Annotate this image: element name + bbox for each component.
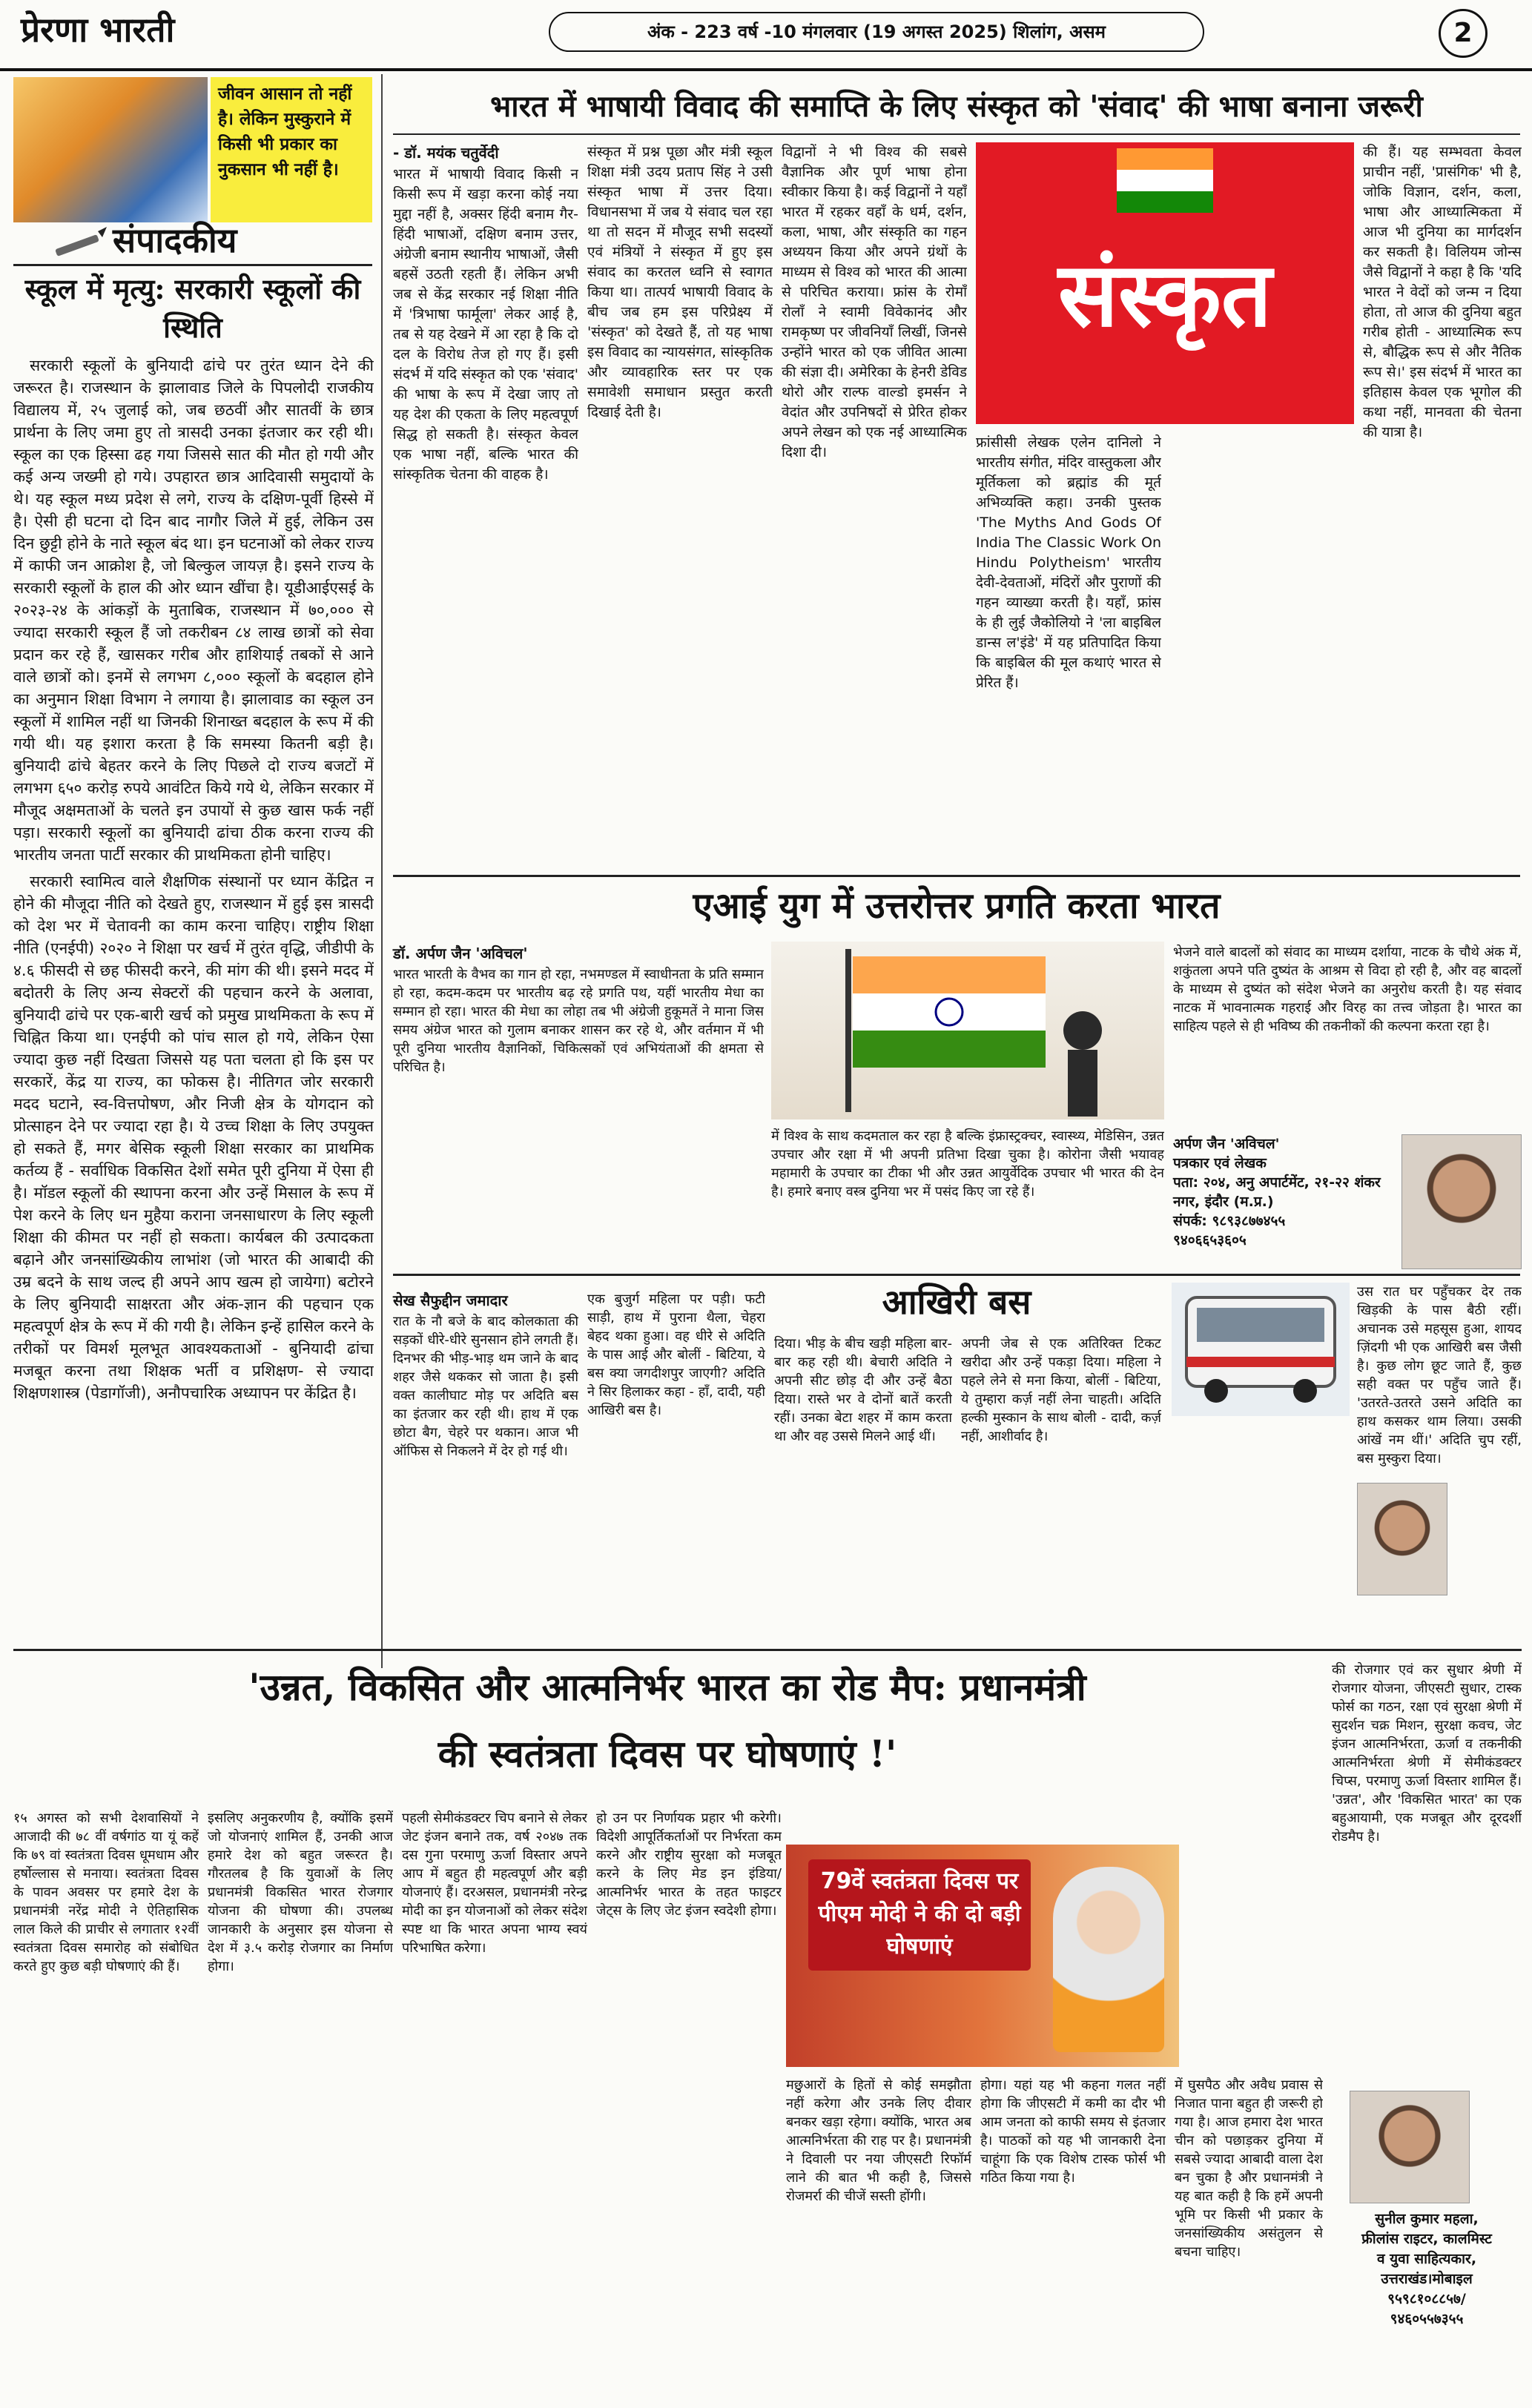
- editorial-banner: संपादकीय: [113, 220, 237, 260]
- sanskrit-col-5: की हैं। यह सम्भवता केवल प्राचीन नहीं, 'प्रासंगिक' भी है, जोकि विज्ञान, दर्शन, कला, भाषा और आध्यात्मिकता में आज भी दुनिया का मार्गदर्शन कर सकती है। विलियम जोन्स जैसे विद्वानों ने कहा है कि 'यदि भारत ने वेदों को जन्म न दिया होता, तो आज की दुनिया बहुत गरीब होती - आध्यात्मिक रूप से, बौद्धिक रूप से और नैतिक रूप से।' इस संदर्भ में भारत का इतिहास केवल एक भूगोल की कथा नहीं, मानवता की चेतना की यात्रा है।: [1363, 144, 1522, 440]
- bus-headline: आखिरी बस: [882, 1282, 1031, 1322]
- independence-col-6: होगा। यहां यह भी कहना गलत नहीं होगा कि जीएसटी में कमी का दौर भी आम जनता को काफी समय से इंतजार है। पाठकों को यह भी जानकारी देना चाहूंगा कि एक विशेष टास्क फोर्स भी गठित किया गया है।: [980, 2077, 1166, 2186]
- sanskrit-byline: - डॉ. मयंक चतुर्वेदी: [393, 144, 499, 162]
- ai-col-1: भारत भारती के वैभव का गान हो रहा, नभमण्डल में स्वाधीनता के प्रति सम्मान हो रहा, कदम-कदम पर भारतीय बढ़ रहे प्रगति पथ, यहीं भारतीय मेधा का सम्मान हो रहा। भारत की मेधा का लोहा तब भी अंग्रेजी हुकूमतें ने माना जिस समय अंग्रेज भारत को गुलाम बनाकर शासन कर रहे थे, और वर्तमान में भी पूरी दुनिया भारतीय वैज्ञानिकों, चिकित्सकों एवं अभियंताओं की क्षमता से परिचित है।: [393, 967, 764, 1075]
- bus-image: [1172, 1283, 1350, 1416]
- pm-figure: [1053, 1867, 1164, 2052]
- bus-side-text: उस रात घर पहुँचकर देर तक खिड़की के पास बैठी रहीं। अचानक उसे महसूस हुआ, शायद ज़िंदगी भी एक आखिरी बस जैसी है। कुछ लोग छूट जाते हैं, कुछ सही वक्त पर पहुँच जाते हैं। 'उतरते-उतरते उसने अदिति का हाथ कसकर थाम लिया। उसकी आंखें नम थीं।' अदिति चुप रहीं, बस मुस्कुरा दिया।: [1357, 1284, 1522, 1466]
- author-role-2: व युवा साहित्यकार,: [1376, 2251, 1477, 2267]
- page-number: 2: [1439, 9, 1488, 58]
- author-address: पता: २०४, अनु अपार्टमेंट, २१-२२ शंकर नगर, इंदौर (म.प्र.): [1173, 1174, 1381, 1210]
- editorial-body: [13, 354, 374, 1637]
- bus-icon: [1172, 1283, 1350, 1416]
- flag-illustration-icon: [771, 942, 1164, 1119]
- bus-col-2: एक बुजुर्ग महिला पर पड़ी। फटी साड़ी, हाथ में पुराना थैला, चेहरा बेहद थका हुआ। वह धीरे से अदिति के पास आई और बोलीं - बिटिया, ये बस क्या जगदीशपुर जाएगी? अदिति ने सिर हिलाकर कहा - हाँ, दादी, यही आखिरी बस है।: [587, 1291, 765, 1418]
- author-name: अर्पण जैन 'अविचल': [1173, 1136, 1280, 1152]
- sanskrit-col-3: विद्वानों ने भी विश्व की सबसे वैज्ञानिक और पूर्ण भाषा होना स्वीकार किया है। कई विद्वानों ने यहाँ भारत में रहकर वहाँ के धर्म, दर्शन, कला, भाषा, और संस्कृति का गहन अध्ययन किया और अपने ग्रंथों के माध्यम से विश्व को भारत की आत्मा से परिचित कराया। फ्रांस के रोमाँ रोलाँ ने स्वामी विवेकानंद और रामकृष्ण पर जीवनियाँ लिखीं, जिनसे उन्होंने भारत को एक जीवित आत्मा की संज्ञा दी। अमेरिका के हेनरी डेविड थोरो और राल्फ वाल्डो इमर्सन ने वेदांत और उपनिषदों से प्रेरित होकर अपने लेखन को एक नई आध्यात्मिक दिशा दी।: [782, 144, 967, 460]
- independence-col-2: इसलिए अनुकरणीय है, क्योंकि इसमें जो योजनाएं शामिल हैं, उनकी आज हमारे देश को बहुत जरूरत है। गौरतलब है कि युवाओं के लिए प्रधानमंत्री विकसित भारत रोजगार योजना की घोषणा की। उपलब्ध जानकारी के अनुसार इस योजना से देश में ३.५ करोड़ रोजगार का निर्माण होगा।: [208, 1810, 393, 1974]
- sanskrit-col-4: फ्रांसीसी लेखक एलेन दानिलो ने भारतीय संगीत, मंदिर वास्तुकला और मूर्तिकला को ब्रह्मांड की मूर्त अभिव्यक्ति कहा। उनकी पुस्तक 'The Myths And Gods Of India The Classic Work On Hindu Polytheism' भारतीय देवी-देवताओं, मंदिरों और पुराणों की गहन व्याख्या करती है। यहाँ, फ्रांस के ही लुई जैकोलियो ने 'ला बाइबिल डान्स ल'इंडे' में यह प्रतिपादित किया कि बाइबिल की मूल कथाएं भारत से प्रेरित हैं।: [976, 434, 1161, 691]
- quote-box: जीवन आसान तो नहीं है। लेकिन मुस्कुराने में किसी भी प्रकार का नुकसान भी नहीं है।: [211, 77, 372, 222]
- independence-headline-1: 'उन्नत, विकसित और आत्मनिर्भर भारत का रोड मैप: प्रधानमंत्री: [248, 1665, 1086, 1709]
- sanskrit-col-5a: [1169, 433, 1354, 869]
- author-photo-sunil: [1350, 2091, 1470, 2203]
- pm-image: [786, 1845, 1179, 2067]
- independence-col-4: हो उन पर निर्णायक प्रहार भी करेगी। विदेशी आपूर्तिकर्ताओं पर निर्भरता कम करने और राष्ट्रीय सुरक्षा को मजबूत करने के लिए मेड इन इंडिया/आत्मनिर्भर भारत के तहत फाइटर जेट्स के लिए जेट इंजन स्वदेशी होगा।: [596, 1810, 782, 1919]
- ai-col-3: भेजने वाले बादलों को संवाद का माध्यम दर्शाया, नाटक के चौथे अंक में, शकुंतला अपने पति दुष्यंत के आश्रम से विदा हो रही है, और वह बादलों के माध्यम से दुष्यंत को संदेश भेजने का अनुरोध करती है। यह संवाद नाटक में भावनात्मक गहराई और विरह का तत्त्व जोड़ता है। भारत का साहित्य पहले से ही भविष्य की तकनीकों की कल्पना करता रहा है।: [1173, 945, 1522, 1034]
- sanskrit-col-2: संस्कृत में प्रश्न पूछा और मंत्री स्कूल शिक्षा मंत्री उदय प्रताप सिंह ने उसी संस्कृत भाषा में उत्तर दिया। विधानसभा में जब ये संवाद चल रहा था तो सदन में मौजूद सभी सदस्यों एवं मंत्रियों ने संस्कृत में हुए इस संवाद का करतल ध्वनि से स्वागत किया था। तात्पर्य भाषायी विवाद के बीच जब हम इस परिप्रेक्ष्य में 'संस्कृत' को देखते हैं, तो यह भाषा इस विवाद का न्यायसंगत, सांस्कृतिक और व्यावहारिक स्तर पर एक समावेशी समाधान प्रस्तुत करती दिखाई देती है।: [587, 144, 773, 420]
- ai-headline: एआई युग में उत्तरोत्तर प्रगति करता भारत: [693, 885, 1221, 927]
- author-place: उत्तराखंड।मोबाइल: [1381, 2271, 1473, 2287]
- sanskrit-image-word: संस्कृत: [1057, 242, 1272, 347]
- bus-col-3: दिया। भीड़ के बीच खड़ी महिला बार-बार कह रही थी। बेचारी अदिति ने अपनी सीट छोड़ दी और उन्हें बैठा दिया। रास्ते भर वे दोनों बातें करती रहीं। उनका बेटा शहर में काम करता था और वह उससे मिलने आई थीं।: [774, 1336, 952, 1444]
- pm-image-caption: 79वें स्वतंत्रता दिवस पर पीएम मोदी ने की दो बड़ी घोषणाएं: [808, 1859, 1031, 1971]
- independence-col-3: पहली सेमीकंडक्टर चिप बनाने से लेकर जेट इंजन बनाने तक, वर्ष २०४७ तक दस गुना परमाणु ऊर्जा विस्तार अपने आप में बहुत ही महत्वपूर्ण और बड़ी योजनाएं हैं। दरअसल, प्रधानमंत्री नरेन्द्र मोदी का इन योजनाओं को लेकर संदेश स्पष्ट था कि भारत अपना भाग्य स्वयं परिभाषित करेगा।: [402, 1810, 587, 1956]
- sanskrit-image: [976, 142, 1354, 424]
- editorial-paragraph: सरकारी स्कूलों के बुनियादी ढांचे पर तुरंत ध्यान देने की जरूरत है। राजस्थान के झालावाड जिले के पिपलोदी राजकीय विद्यालय में, २५ जुलाई को, जब छठवीं और सातवीं के छात्र प्रार्थना के लिए जमा हुए तो त्रासदी उनका इंतजार कर रही थी। स्कूल का एक हिस्सा ढह गया जिससे सात की मौत हो गयी और कई अन्य जख्मी हो गये। उपहारत छात्र आदिवासी समुदायों के थे। यह स्कूल मध्य प्रदेश से लगे, राज्य के दक्षिण-पूर्वी हिस्से में है। ऐसी ही घटना दो दिन बाद नागौर जिले में हुई, लेकिन उस दिन छुट्टी होने के नाते स्कूल बंद था। इन घटनाओं को लेकर राज्य में काफी जन आक्रोश है, जो बिल्कुल जायज़ है। इसने राज्य के सरकारी स्कूलों के हाल की ओर ध्यान खींचा है। यूडीआईएसई के २०२३-२४ के आंकड़ों के मुताबिक, राजस्थान में ७०,००० से ज्यादा सरकारी स्कूल हैं जो तकरीबन ८४ लाख छात्रों को सेवा प्रदान कर रहे हैं, खासकर गरीब और हाशियाई तबकों से आने वाले छात्रों को। इनमें से लगभग ८,००० स्कूलों के बदहाल होने का अनुमान शिक्षा विभाग ने लगाया है। झालावाड का स्कूल उन स्कूलों में शामिल नहीं था जिनकी शिनाख्त बदहाल के रूप में की गयी थी। यह इशारा करता है कि समस्या कितनी बड़ी है। बुनियादी ढांचे बेहतर करने के लिए पिछले दो राज्य बजटों में लगभग ६५० करोड़ रुपये आवंटित किये गये थे, लेकिन सरकार में मौजूद अक्षमताओं के चलते इन उपायों से कुछ खास फर्क नहीं पड़ा। सरकारी स्कूलों का बुनियादी ढांचा ठीक करना राज्य की भारतीय जनता पार्टी सरकार की प्राथमिकता होनी चाहिए।: [13, 357, 374, 864]
- author-phone: ९५९८१०८८५७/: [1387, 2291, 1466, 2307]
- issue-line: अंक - 223 वर्ष -10 मंगलवार (19 अगस्त 2025) शिलांग, असम: [549, 12, 1204, 52]
- ai-col-2: में विश्व के साथ कदमताल कर रहा है बल्कि इंफ्रास्ट्रक्चर, स्वास्थ्य, मेडिसिन, उन्नत उपचार और रक्षा में भी अपनी प्रतिभा दिखा चुका है। कोरोना जैसी भयावह महामारी के उपचार का टीका भी और उन्नत आयुर्वेदिक उपचार भी भारत की देन है। हमारे बनाए वस्त्र दुनिया भर में पसंद किए जा रहे हैं।: [771, 1128, 1164, 1200]
- author-photo-arpan: [1401, 1134, 1522, 1269]
- author-name: सुनील कुमार महला,: [1375, 2211, 1479, 2227]
- independence-author-caption: [1332, 2209, 1522, 2329]
- sanskrit-headline: भारत में भाषायी विवाद की समाप्ति के लिए संस्कृत को 'संवाद' की भाषा बनाना जरूरी: [490, 89, 1423, 124]
- flag-salute-image: [771, 942, 1164, 1119]
- independence-headline-2: की स्वतंत्रता दिवस पर घोषणाएं !': [438, 1732, 897, 1776]
- editorial-headline: स्कूल में मृत्यु: सरकारी स्कूलों की स्थिति: [24, 272, 361, 344]
- ai-author-caption: [1173, 1134, 1396, 1250]
- indian-flag-icon: [1117, 148, 1213, 214]
- independence-col-1: १५ अगस्त को सभी देशवासियों ने आजादी की ७८ वीं वर्षगांठ या यूं कहें कि ७९ वां स्वतंत्रता दिवस धूमधाम और हर्षोल्लास से मनाया। स्वतंत्रता दिवस के पावन अवसर पर हमारे देश के प्रधानमंत्री नरेंद्र मोदी ने ऐतिहासिक लाल किले की प्राचीर से लगातार १२वीं स्वतंत्रता दिवस समारोह को संबोधित करते हुए कुछ बड़ी घोषणाएं की हैं।: [13, 1810, 199, 1974]
- author-contact-2: ९४०६६५३६०५: [1173, 1232, 1247, 1248]
- independence-col-8: की रोजगार एवं कर सुधार श्रेणी में रोजगार योजना, जीएसटी सुधार, टास्क फोर्स का गठन, रक्षा एवं सुरक्षा श्रेणी में सुदर्शन चक्र मिशन, सुरक्षा कवच, जेट इंजन आत्मनिर्भरता, ऊर्जा व तकनीकी आत्मनिर्भरता श्रेणी में सेमीकंडक्टर चिप्स, परमाणु ऊर्जा विस्तार शामिल हैं। 'उन्नत', और 'विकसित भारत' का एक बहुआयामी, एक मजबूत और दूरदर्शी रोडमैप है।: [1332, 1662, 1522, 1845]
- pen-icon: [52, 219, 108, 258]
- paper-name: प्रेरणा भारती: [21, 10, 175, 50]
- independence-col-5: मछुआरों के हितों से कोई समझौता नहीं करेगा और उनके लिए दीवार बनकर खड़ा रहेगा। क्योंकि, भारत अब आत्मनिर्भरता की राह पर है। प्रधानमंत्री ने दिवाली पर नया जीएसटी रिफॉर्म लाने की बात भी कही है, जिससे रोजमर्रा की चीजें सस्ती होंगी।: [786, 2077, 971, 2204]
- editorial-paragraph: सरकारी स्वामित्व वाले शैक्षणिक संस्थानों पर ध्यान केंद्रित न होने की मौजूदा नीति को देखते हुए, राजस्थान में हुई इस त्रासदी को देश भर में चेतावनी का काम करना चाहिए। राष्ट्रीय शिक्षा नीति (एनईपी) २०२० ने शिक्षा पर खर्च में तुरंत वृद्धि, जीडीपी के ४.६ फीसदी से छह फीसदी करने, की मांग की थी। इसने मदद में बदोतरी के लिए अन्य सेक्टरों की पहचान करने के अलावा, बुनियादी ढांचे पर एक-बारी खर्च को प्रमुख प्राथमिकता के रूप में चिह्नित किया था। एनईपी को पांच साल हो गये, लेकिन ऐसा ज्यादा कुछ नहीं दिखता जिससे यह पता चलता हो कि इस पर सरकारें, केंद्र या राज्य, का फोकस है। नीतिगत जोर सरकारी मदद घटाने, स्व-वित्तपोषण, और निजी क्षेत्र के योगदान को प्रोत्साहन देने पर ज्यादा रहा है। ये उच्च शिक्षा के लिए उपयुक्त हो सकते हैं, मगर बेसिक स्कूली शिक्षा सरकार का प्राथमिक कर्तव्य हैं - सर्वाधिक विकसित देशों समेत पूरी दुनिया में ऐसा ही है। मॉडल स्कूलों की स्थापना करना और उन्हें मिसाल के रूप में पेश करने के लिए धन मुहैया कराना जनसाधारण के लिए स्कूली शिक्षा की कीमत पर नहीं हो सकता। कार्यबल की उत्पादकता बढ़ाने और जनसांख्यिकीय लाभांश (जो भारत की आबादी की उम्र बदने के साथ जल्द ही अपने आप खत्म हो जायेगा) बटोरने के लिए बुनियादी साक्षरता और अंक-ज्ञान की पहचान एक महत्वपूर्ण क्षेत्र के रूप में की गयी है। लेकिन इन्हें हासिल करने के तरीकों पर विमर्श मूलभूत आवश्यकताओं - बुनियादी ढांचा मजबूत करना तथा शिक्षक भर्ती व प्रशिक्षण- से ज्यादा शिक्षणशास्त्र (पेडागॉजी), अनौपचारिक अध्यापन पर केंद्रित है।: [13, 873, 374, 1402]
- bus-byline: सेख सैफुद्दीन जमादार: [393, 1291, 508, 1309]
- author-role: पत्रकार एवं लेखक: [1173, 1155, 1267, 1171]
- ai-byline: डॉ. अर्पण जैन 'अविचल': [393, 945, 528, 962]
- bus-col-4: अपनी जेब से एक अतिरिक्त टिकट खरीदा और उन्हें पकड़ा दिया। महिला ने पहले लेने से मना किया, बोलीं - बिटिया, ये तुम्हारा कर्ज़ नहीं लेना चाहती। अदिति हल्की मुस्कान के साथ बोली - दादी, कर्ज़ नहीं, आशीर्वाद है।: [961, 1336, 1161, 1444]
- sanskrit-col-1: भारत में भाषायी विवाद किसी न किसी रूप में खड़ा करना कोई नया मुद्दा नहीं है, अक्सर हिंदी बनाम गैर-हिंदी भाषाओं, दक्षिण बनाम उत्तर, अंग्रेजी बनाम स्थानीय भाषाओं, जैसी बहसें उठती रहती हैं। लेकिन अभी जब से केंद्र सरकार नई शिक्षा नीति में 'त्रिभाषा फार्मूला' लेकर आई है, तब से यह देखने में आ रहा है कि दो दल के विरोध तेज हो गए हैं। इसी संदर्भ में यदि संस्कृत को एक 'संवाद' की भाषा के रूप में देखा जाए तो यह देश की एकता के लिए महत्वपूर्ण सिद्ध हो सकती है। संस्कृत केवल एक भाषा नहीं, बल्कि भारत की सांस्कृतिक चेतना की वाहक है।: [393, 166, 578, 483]
- author-contact: संपर्क: ९८९३८७७४५५: [1173, 1213, 1286, 1229]
- bus-col-1: रात के नौ बजे के बाद कोलकाता की सड़कों धीरे-धीरे सुनसान होने लगती हैं। दिनभर की भीड़-भाड़ थम जाने के बाद शहर जैसे थककर सो जाता है। इसी वक्त कालीघाट मोड़ पर अदिति बस का इंतजार कर रही थी। हाथ में एक छोटा बैग, चेहरे पर थकान। आज भी ऑफिस से निकलने में देर हो गई थी।: [393, 1314, 578, 1459]
- independence-col-7: में घुसपैठ और अवैध प्रवास से निजात पाना बहुत ही जरूरी हो गया है। आज हमारा देश भारत चीन को पछाड़कर दुनिया में सबसे ज्यादा आबादी वाला देश बन चुका है और प्रधानमंत्री ने यह बात कही है कि हमें अपनी भूमि पर किसी भी प्रकार के जनसांख्यिकीय असंतुलन से बचना चाहिए।: [1175, 2077, 1323, 2260]
- author-photo-saifuddin: [1357, 1483, 1447, 1595]
- krishna-image: [13, 77, 208, 222]
- author-phone-2: ९४६०५५७३५५: [1390, 2311, 1464, 2327]
- author-role: फ्रीलांस राइटर, कालमिस्ट: [1361, 2231, 1492, 2247]
